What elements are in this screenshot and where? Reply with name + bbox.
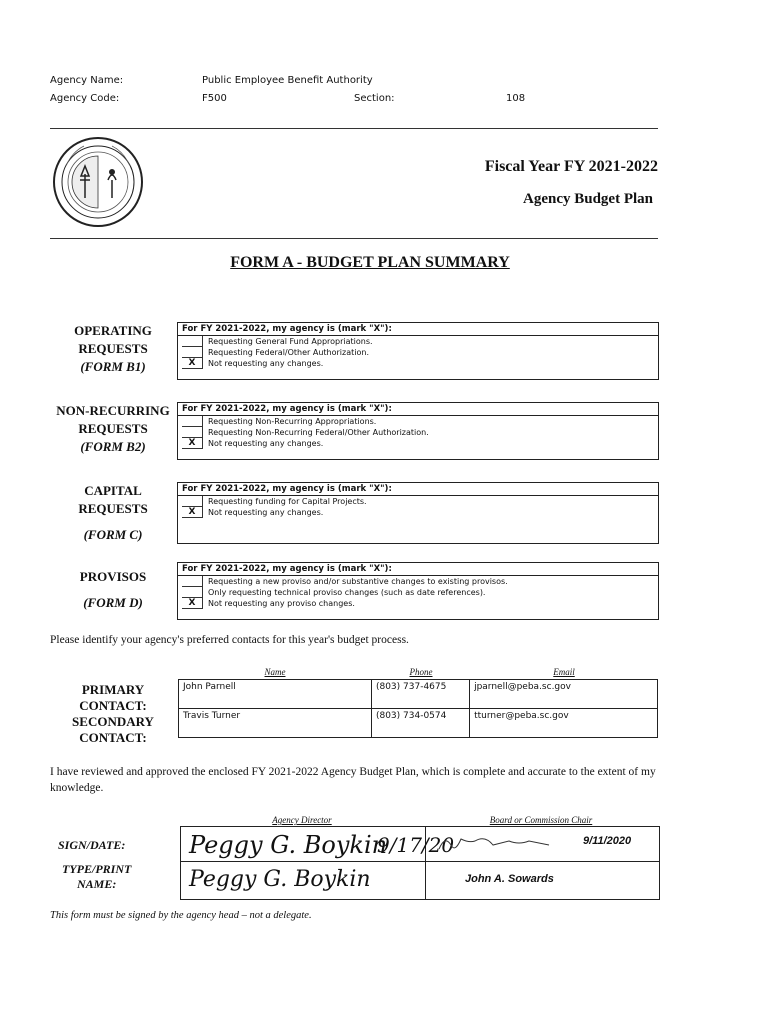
secondary-label-line: SECONDARY [72, 714, 154, 729]
nonrecurring-requests-box [177, 402, 659, 460]
nonrecurring-form-ref: (FORM B2) [80, 439, 146, 454]
primary-name[interactable]: John Parnell [179, 680, 372, 709]
option-checkbox[interactable] [182, 347, 203, 358]
contacts-col-phone: Phone [409, 667, 433, 677]
contacts-col-name: Name [264, 667, 286, 677]
capital-requests-label [50, 482, 176, 544]
nonrecurring-option-appropriations[interactable] [178, 416, 658, 427]
option-checkbox[interactable]: X [182, 598, 203, 609]
form-title: FORM A - BUDGET PLAN SUMMARY [230, 254, 510, 271]
agency-code-value: F500 [202, 93, 227, 104]
option-checkbox[interactable] [182, 336, 203, 347]
operating-requests-label [50, 322, 176, 376]
provisos-label [50, 568, 176, 612]
option-checkbox[interactable]: X [182, 438, 203, 449]
table-row [179, 709, 658, 738]
secondary-email[interactable]: tturner@peba.sc.gov [470, 709, 658, 738]
title-divider [50, 238, 658, 239]
capital-label-line: REQUESTS [78, 501, 148, 516]
sign-date-label: SIGN/DATE: [58, 838, 126, 852]
capital-option-funding[interactable] [178, 496, 658, 507]
director-signature[interactable]: Peggy G. Boykin [189, 831, 388, 859]
option-checkbox[interactable]: X [182, 507, 203, 518]
type-print-line: NAME: [76, 877, 117, 891]
footer-note: This form must be signed by the agency head – not a delegate. [50, 910, 312, 921]
option-text: Requesting funding for Capital Projects. [208, 497, 367, 506]
provisos-form-ref: (FORM D) [83, 595, 143, 610]
nonrecurring-label-line: REQUESTS [78, 421, 148, 436]
operating-label-line: OPERATING [74, 323, 152, 338]
operating-option-federal[interactable] [178, 347, 658, 358]
header-divider [50, 128, 658, 129]
capital-box-header: For FY 2021-2022, my agency is (mark "X"): [178, 483, 658, 496]
nonrecurring-label-line: NON-RECURRING [56, 403, 170, 418]
provisos-option-new[interactable] [178, 576, 658, 587]
secondary-label-line: CONTACT: [79, 730, 147, 745]
director-date[interactable]: 9/17/20 [377, 833, 455, 857]
signature-block [180, 826, 660, 900]
option-text: Not requesting any proviso changes. [208, 599, 355, 608]
budget-plan-title: Agency Budget Plan [522, 191, 653, 207]
primary-contact-label [50, 682, 176, 714]
provisos-box-header: For FY 2021-2022, my agency is (mark "X"): [178, 563, 658, 576]
nonrecurring-option-no-change[interactable] [178, 438, 658, 449]
agency-name-label: Agency Name: [50, 75, 124, 86]
type-print-label [62, 862, 131, 892]
section-value: 108 [506, 93, 526, 104]
primary-phone[interactable]: (803) 737-4675 [371, 680, 469, 709]
director-printed-name[interactable]: Peggy G. Boykin [189, 867, 371, 892]
nonrecurring-requests-label [50, 402, 176, 456]
option-text: Requesting General Fund Appropriations. [208, 337, 373, 346]
operating-option-no-change[interactable] [178, 358, 658, 369]
contacts-prompt: Please identify your agency's preferred contacts for this year's budget process. [50, 634, 409, 646]
operating-option-general-fund[interactable] [178, 336, 658, 347]
agency-code-label: Agency Code: [50, 93, 120, 104]
option-text: Only requesting technical proviso changes (such as date references). [208, 588, 486, 597]
capital-requests-box [177, 482, 659, 544]
option-text: Requesting a new proviso and/or substantive changes to existing provisos. [208, 577, 508, 586]
option-text: Requesting Non-Recurring Federal/Other Authorization. [208, 428, 429, 437]
fiscal-year-title: Fiscal Year FY 2021-2022 [484, 158, 658, 175]
option-checkbox[interactable] [182, 496, 203, 507]
option-checkbox[interactable] [182, 576, 203, 587]
option-text: Not requesting any changes. [208, 508, 324, 517]
secondary-name[interactable]: Travis Turner [179, 709, 372, 738]
primary-label-line: CONTACT: [79, 698, 147, 713]
capital-form-ref: (FORM C) [83, 527, 143, 542]
director-heading: Agency Director [272, 815, 332, 825]
chair-heading: Board or Commission Chair [489, 815, 593, 825]
chair-signature-icon [435, 833, 575, 857]
option-checkbox[interactable] [182, 587, 203, 598]
table-row [179, 680, 658, 709]
nonrecurring-box-header: For FY 2021-2022, my agency is (mark "X"): [178, 403, 658, 416]
operating-box-header: For FY 2021-2022, my agency is (mark "X"): [178, 323, 658, 336]
option-checkbox[interactable]: X [182, 358, 203, 369]
contacts-table [178, 679, 658, 738]
option-text: Requesting Federal/Other Authorization. [208, 348, 369, 357]
agency-name-value: Public Employee Benefit Authority [202, 75, 373, 86]
capital-label-line: CAPITAL [84, 483, 142, 498]
provisos-label-line: PROVISOS [79, 569, 147, 584]
signature-divider [181, 861, 659, 862]
secondary-contact-label [50, 714, 176, 746]
provisos-box [177, 562, 659, 620]
primary-label-line: PRIMARY [81, 682, 145, 697]
option-checkbox[interactable] [182, 416, 203, 427]
capital-option-no-change[interactable] [178, 507, 658, 518]
option-text: Requesting Non-Recurring Appropriations. [208, 417, 377, 426]
option-text: Not requesting any changes. [208, 359, 324, 368]
certification-statement: I have reviewed and approved the enclosed FY 2021-2022 Agency Budget Plan, which is complete and accurate to the extent of my knowledge. [50, 766, 656, 794]
option-text: Not requesting any changes. [208, 439, 324, 448]
nonrecurring-option-federal[interactable] [178, 427, 658, 438]
provisos-option-technical[interactable] [178, 587, 658, 598]
state-seal-icon [52, 136, 144, 228]
type-print-line: TYPE/PRINT [62, 862, 132, 876]
operating-label-line: REQUESTS [78, 341, 148, 356]
secondary-phone[interactable]: (803) 734-0574 [371, 709, 469, 738]
section-label: Section: [354, 93, 395, 104]
provisos-option-no-change[interactable] [178, 598, 658, 609]
operating-form-ref: (FORM B1) [80, 359, 146, 374]
contacts-col-email: Email [553, 667, 575, 677]
chair-printed-name[interactable]: John A. Sowards [465, 873, 554, 885]
option-checkbox[interactable] [182, 427, 203, 438]
operating-requests-box [177, 322, 659, 380]
primary-email[interactable]: jparnell@peba.sc.gov [470, 680, 658, 709]
chair-date[interactable]: 9/11/2020 [583, 835, 632, 847]
